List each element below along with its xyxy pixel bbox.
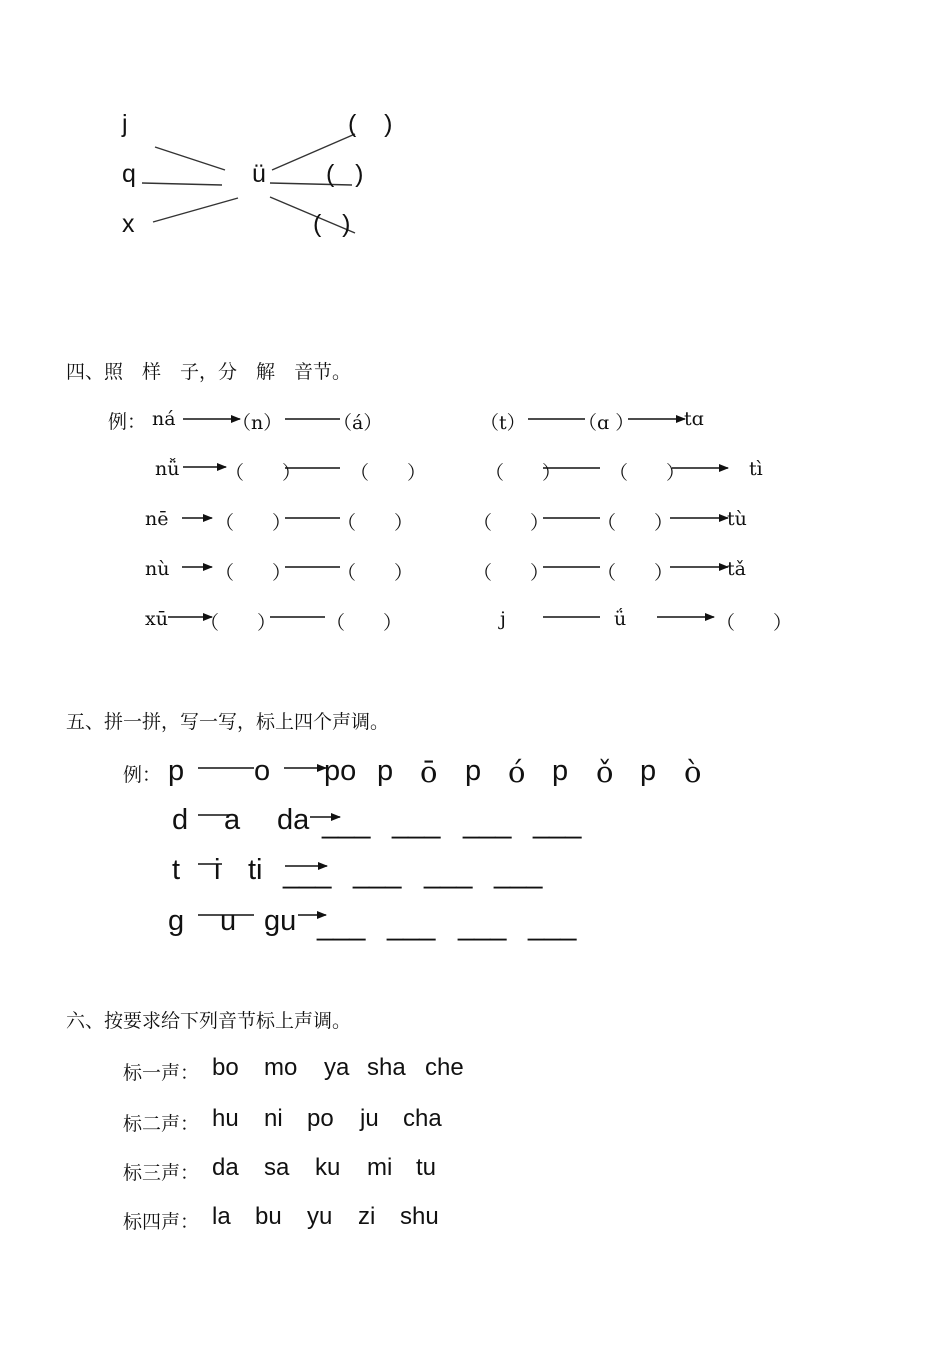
example-right-initial: （t） [480, 412, 526, 434]
example-right-syllable: tɑ [684, 408, 704, 430]
section-5-title: 五、拼一拼，写一写，标上四个声调。 [66, 711, 390, 733]
tone1-final: ō [420, 755, 438, 789]
row4-final-blank[interactable]: （ ） [326, 612, 403, 634]
tone4-syllable-5: shu [400, 1203, 439, 1230]
initial-letter-x: x [122, 210, 135, 238]
section-4-title: 四、照 样 子，分 解 音节。 [66, 361, 352, 383]
row-t-blank-4[interactable]: ___ [494, 858, 543, 890]
tone3-initial: p [552, 755, 569, 787]
section-5-example-label: 例： [123, 764, 162, 786]
tone4-final: ò [684, 755, 702, 789]
tone1-syllable-3: ya [324, 1054, 350, 1081]
tone4-syllable-1: la [212, 1203, 231, 1230]
tone4-syllable-3: yu [307, 1203, 333, 1230]
tone3-syllable-1: da [212, 1154, 239, 1181]
tone1-syllable-5: che [425, 1054, 464, 1081]
tone4-initial: p [640, 755, 657, 787]
row2-right-final-blank[interactable]: （ ） [597, 512, 674, 534]
row-d-syllable: da [277, 804, 310, 836]
initial-letter-q: q [122, 160, 136, 188]
row-t-final: i [214, 854, 221, 886]
row-t-blank-3[interactable]: ___ [424, 858, 473, 890]
tone1-syllable-4: sha [367, 1054, 406, 1081]
row-t-blank-2[interactable]: ___ [353, 858, 402, 890]
row-g-final: u [220, 905, 237, 937]
row4-initial-blank[interactable]: （ ） [200, 612, 277, 634]
row-g-blank-1[interactable]: ___ [317, 910, 366, 942]
row1-syllable: nǚ [155, 458, 180, 480]
initial-letter-j: j [122, 110, 128, 138]
tone2-label: 标二声： [123, 1113, 200, 1135]
row-d-blank-3[interactable]: ___ [463, 808, 512, 840]
row3-final-blank[interactable]: （ ） [337, 562, 414, 584]
row-d-initial: d [172, 804, 189, 836]
tone1-label: 标一声： [123, 1062, 200, 1084]
row3-right-final-blank[interactable]: （ ） [597, 562, 674, 584]
tone2-syllable-3: po [307, 1105, 334, 1132]
row-d-final: a [224, 804, 241, 836]
row1-final-blank[interactable]: （ ） [350, 462, 427, 484]
example-syllable-po: po [324, 755, 357, 787]
tone1-initial: p [377, 755, 394, 787]
tone2-syllable-2: ni [264, 1105, 283, 1132]
row-t-blank-1[interactable]: ___ [283, 858, 332, 890]
example-initial: （n） [232, 412, 283, 434]
answer-blank-3[interactable]: ( ) [313, 210, 351, 238]
tone2-initial: p [465, 755, 482, 787]
row-d-blank-2[interactable]: ___ [392, 808, 441, 840]
row2-initial-blank[interactable]: （ ） [215, 512, 292, 534]
tone3-syllable-2: sa [264, 1154, 290, 1181]
tone2-syllable-4: ju [360, 1105, 379, 1132]
answer-blank-1[interactable]: ( ) [348, 110, 393, 138]
example-label: 例： [108, 411, 147, 433]
example-final-o: o [254, 755, 271, 787]
tone1-syllable-1: bo [212, 1054, 239, 1081]
example-right-final: （ɑ ） [578, 412, 635, 434]
row-g-syllable: gu [264, 905, 297, 937]
tone3-syllable-4: mi [367, 1154, 393, 1181]
row-d-blank-1[interactable]: ___ [322, 808, 371, 840]
tone2-syllable-1: hu [212, 1105, 239, 1132]
row1-initial-blank[interactable]: （ ） [225, 462, 302, 484]
tone3-syllable-5: tu [416, 1154, 437, 1181]
row-g-blank-4[interactable]: ___ [528, 910, 577, 942]
example-initial-p: p [168, 755, 185, 787]
answer-blank-2[interactable]: ( ) [326, 160, 364, 188]
row4-right-initial: j [500, 608, 506, 630]
row3-syllable: nù [145, 558, 170, 580]
row3-right-syllable: tǎ [727, 558, 746, 580]
row3-right-initial-blank[interactable]: （ ） [473, 562, 550, 584]
row4-right-syllable-blank[interactable]: （ ） [716, 612, 793, 634]
example-syllable: ná [152, 408, 176, 430]
tone2-final: ó [508, 755, 526, 789]
center-final-u-umlaut: ü [252, 160, 266, 188]
tone4-syllable-2: bu [255, 1203, 282, 1230]
row-g-blank-3[interactable]: ___ [458, 910, 507, 942]
row4-syllable: xū [145, 608, 168, 630]
example-final: （á） [333, 412, 383, 434]
tone3-syllable-3: ku [315, 1154, 341, 1181]
row3-initial-blank[interactable]: （ ） [215, 562, 292, 584]
row-d-blank-4[interactable]: ___ [533, 808, 582, 840]
row-t-syllable: ti [248, 854, 263, 886]
tone4-label: 标四声： [123, 1211, 200, 1233]
row-t-initial: t [172, 854, 181, 886]
tone2-syllable-5: cha [403, 1105, 442, 1132]
row2-right-syllable: tù [727, 508, 747, 530]
row2-syllable: nē [145, 508, 169, 530]
row4-right-final: ǘ [614, 608, 627, 630]
tone1-syllable-2: mo [264, 1054, 298, 1081]
tone3-label: 标三声： [123, 1162, 200, 1184]
row2-final-blank[interactable]: （ ） [337, 512, 414, 534]
tone4-syllable-4: zi [358, 1203, 376, 1230]
row-g-blank-2[interactable]: ___ [387, 910, 436, 942]
section-6-title: 六、按要求给下列音节标上声调。 [66, 1010, 352, 1032]
row-g-initial: g [168, 905, 185, 937]
row1-right-syllable: tì [749, 458, 763, 480]
row2-right-initial-blank[interactable]: （ ） [473, 512, 550, 534]
row1-right-initial-blank[interactable]: （ ） [485, 462, 562, 484]
tone3-final: ǒ [596, 755, 614, 789]
row1-right-final-blank[interactable]: （ ） [609, 462, 686, 484]
